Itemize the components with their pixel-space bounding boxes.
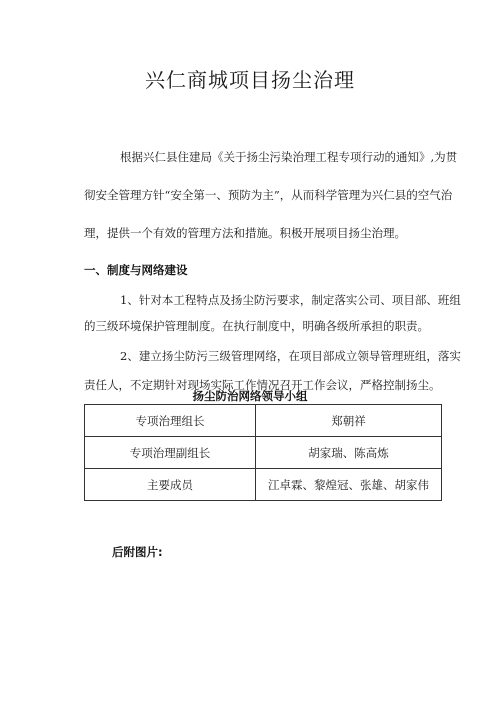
item1-line-2: 的三级环境保护管理制度。在执行制度中，明确各级所承担的职责。 — [84, 319, 429, 333]
section-heading-system-network: 一、制度与网络建设 — [84, 263, 188, 277]
table-row — [85, 405, 442, 437]
intro-line-1: 根据兴仁县住建局《关于扬尘污染治理工程专项行动的通知》,为贯 — [120, 150, 458, 164]
item2-line-1: 2、建立扬尘防污三级管理网络，在项目部成立领导管理班组，落实 — [120, 349, 461, 363]
table-row — [85, 469, 442, 501]
role-cell: 专项治理副组长 — [85, 437, 256, 469]
appendix-label: 后附图片: — [112, 545, 163, 559]
role-cell: 主要成员 — [85, 469, 256, 501]
intro-line-3: 理，提供一个有效的管理方法和措施。积极开展项目扬尘治理。 — [84, 226, 406, 240]
document-title: 兴仁商城项目扬尘治理 — [145, 68, 355, 92]
intro-line-2: 彻安全管理方针“安全第一、预防为主”，从而科学管理为兴仁县的空气治 — [84, 188, 453, 202]
role-cell: 专项治理组长 — [85, 405, 256, 437]
names-cell: 胡家瑞、陈高炼 — [256, 437, 442, 469]
table-caption: 扬尘防治网络领导小组 — [192, 389, 308, 403]
leadership-table — [84, 404, 442, 501]
names-cell: 郑朝祥 — [256, 405, 442, 437]
table-row — [85, 437, 442, 469]
item1-line-1: 1、针对本工程特点及扬尘防污要求，制定落实公司、项目部、班组 — [120, 293, 461, 307]
names-cell: 江卓霖、黎煌冠、张雄、胡家伟 — [256, 469, 442, 501]
item2-line-2: 责任人，不定期针对现场实际工作情况召开工作会议，严格控制扬尘。 — [84, 378, 441, 392]
